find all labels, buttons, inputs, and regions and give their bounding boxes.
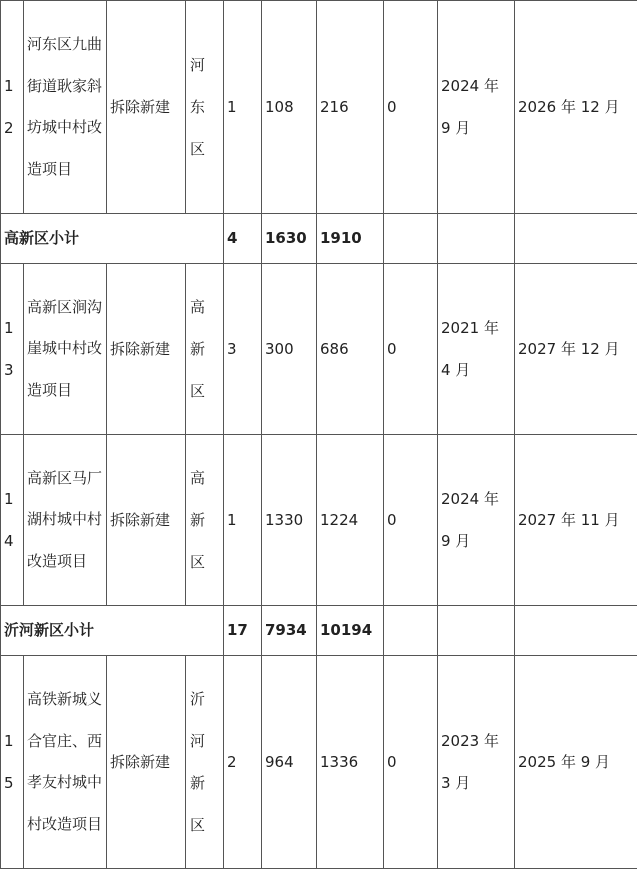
subtotal-row xyxy=(1,214,637,264)
value-c-cell: 0 xyxy=(384,1,438,214)
district: 高新区 xyxy=(186,264,224,435)
construction-type: 拆除新建 xyxy=(107,264,186,435)
count-cell: 17 xyxy=(224,606,262,656)
count-cell: 2 xyxy=(224,656,262,869)
district: 河东区 xyxy=(186,1,224,214)
end-date: 2025 年 9 月 xyxy=(515,656,637,869)
value-a-cell: 964 xyxy=(262,656,317,869)
value-b-cell: 686 xyxy=(317,264,384,435)
project-name: 高铁新城义合官庄、西孝友村城中村改造项目 xyxy=(24,656,107,869)
district: 高新区 xyxy=(186,435,224,606)
value-c-cell xyxy=(384,606,438,656)
count-cell: 1 xyxy=(224,1,262,214)
row-number: 12 xyxy=(1,1,24,214)
value-c-cell xyxy=(384,214,438,264)
district: 沂河新区 xyxy=(186,656,224,869)
table-row xyxy=(1,435,637,606)
value-a-cell: 108 xyxy=(262,1,317,214)
project-name: 高新区马厂湖村城中村改造项目 xyxy=(24,435,107,606)
value-b-cell: 10194 xyxy=(317,606,384,656)
construction-type: 拆除新建 xyxy=(107,1,186,214)
row-number: 13 xyxy=(1,264,24,435)
start-date: 2023 年 3 月 xyxy=(438,656,515,869)
value-a-cell: 1330 xyxy=(262,435,317,606)
subtotal-label: 高新区小计 xyxy=(1,214,224,264)
start-date xyxy=(438,606,515,656)
value-a-cell: 1630 xyxy=(262,214,317,264)
end-date: 2026 年 12 月 xyxy=(515,1,637,214)
count-cell: 4 xyxy=(224,214,262,264)
row-number: 15 xyxy=(1,656,24,869)
start-date: 2024 年 9 月 xyxy=(438,435,515,606)
end-date: 2027 年 12 月 xyxy=(515,264,637,435)
value-c-cell: 0 xyxy=(384,264,438,435)
subtotal-row xyxy=(1,606,637,656)
value-c-cell: 0 xyxy=(384,656,438,869)
end-date xyxy=(515,606,637,656)
value-b-cell: 216 xyxy=(317,1,384,214)
table-row xyxy=(1,656,637,869)
start-date xyxy=(438,214,515,264)
value-c-cell: 0 xyxy=(384,435,438,606)
construction-type: 拆除新建 xyxy=(107,656,186,869)
value-b-cell: 1910 xyxy=(317,214,384,264)
count-cell: 3 xyxy=(224,264,262,435)
value-a-cell: 7934 xyxy=(262,606,317,656)
table-row xyxy=(1,1,637,214)
start-date: 2021 年 4 月 xyxy=(438,264,515,435)
end-date: 2027 年 11 月 xyxy=(515,435,637,606)
start-date: 2024 年 9 月 xyxy=(438,1,515,214)
count-cell: 1 xyxy=(224,435,262,606)
table-row xyxy=(1,264,637,435)
value-a-cell: 300 xyxy=(262,264,317,435)
project-name: 高新区涧沟崖城中村改造项目 xyxy=(24,264,107,435)
construction-type: 拆除新建 xyxy=(107,435,186,606)
value-b-cell: 1336 xyxy=(317,656,384,869)
end-date xyxy=(515,214,637,264)
value-b-cell: 1224 xyxy=(317,435,384,606)
project-name: 河东区九曲街道耿家斜坊城中村改造项目 xyxy=(24,1,107,214)
row-number: 14 xyxy=(1,435,24,606)
subtotal-label: 沂河新区小计 xyxy=(1,606,224,656)
